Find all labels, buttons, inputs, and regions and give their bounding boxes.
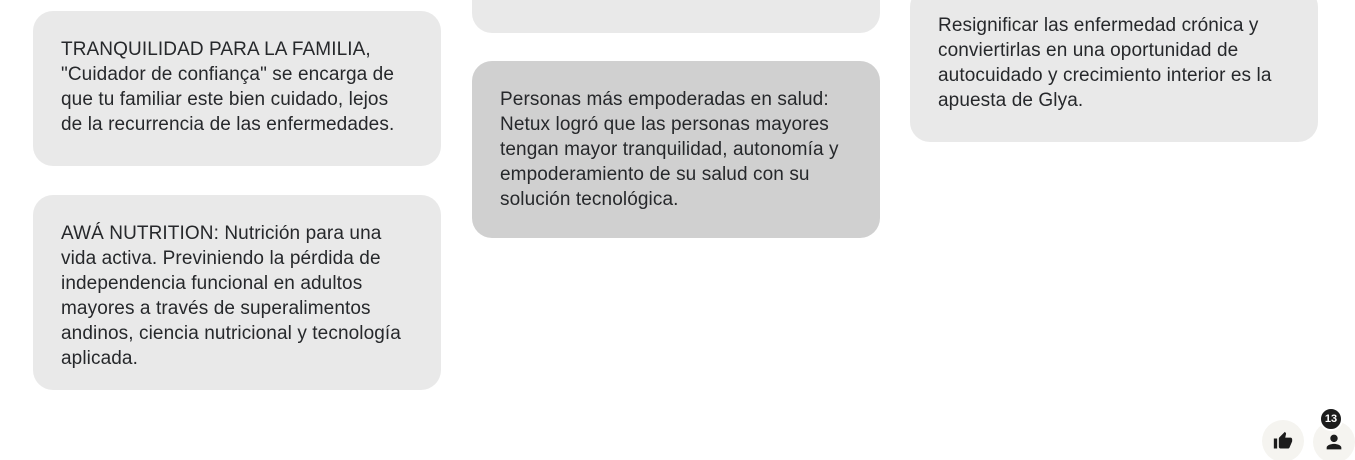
- thumbs-up-icon: [1273, 431, 1293, 451]
- response-card-text: Resignificar las enfermedad crónica y conviertirlas en una oportunidad de autocuidado y crecimiento interior es la apuesta de Glya.: [938, 15, 1272, 111]
- response-card-text: TRANQUILIDAD PARA LA FAMILIA, "Cuidador de confiança" se encarga de que tu familiar este bien cuidado, lejos de la recurrencia de las enfermedades.: [61, 39, 395, 135]
- response-card[interactable]: [33, 11, 441, 166]
- like-button[interactable]: [1262, 420, 1304, 460]
- response-card-partial[interactable]: [472, 0, 880, 33]
- person-icon: [1323, 431, 1345, 453]
- response-card[interactable]: [910, 0, 1318, 142]
- response-card[interactable]: [472, 61, 880, 238]
- response-card-text: AWÁ NUTRITION: Nutrición para una vida activa. Previniendo la pérdida de independencia funcional en adultos mayores a través de superalimentos andinos, ciencia nutricional y tecnología aplicada.: [61, 223, 401, 369]
- response-card[interactable]: [33, 195, 441, 390]
- response-card-text: Personas más empoderadas en salud: Netux logró que las personas mayores tengan mayor tranquilidad, autonomía y empoderamiento de su salud con su solución tecnológica.: [500, 89, 839, 210]
- participant-count-badge: 13: [1319, 407, 1343, 431]
